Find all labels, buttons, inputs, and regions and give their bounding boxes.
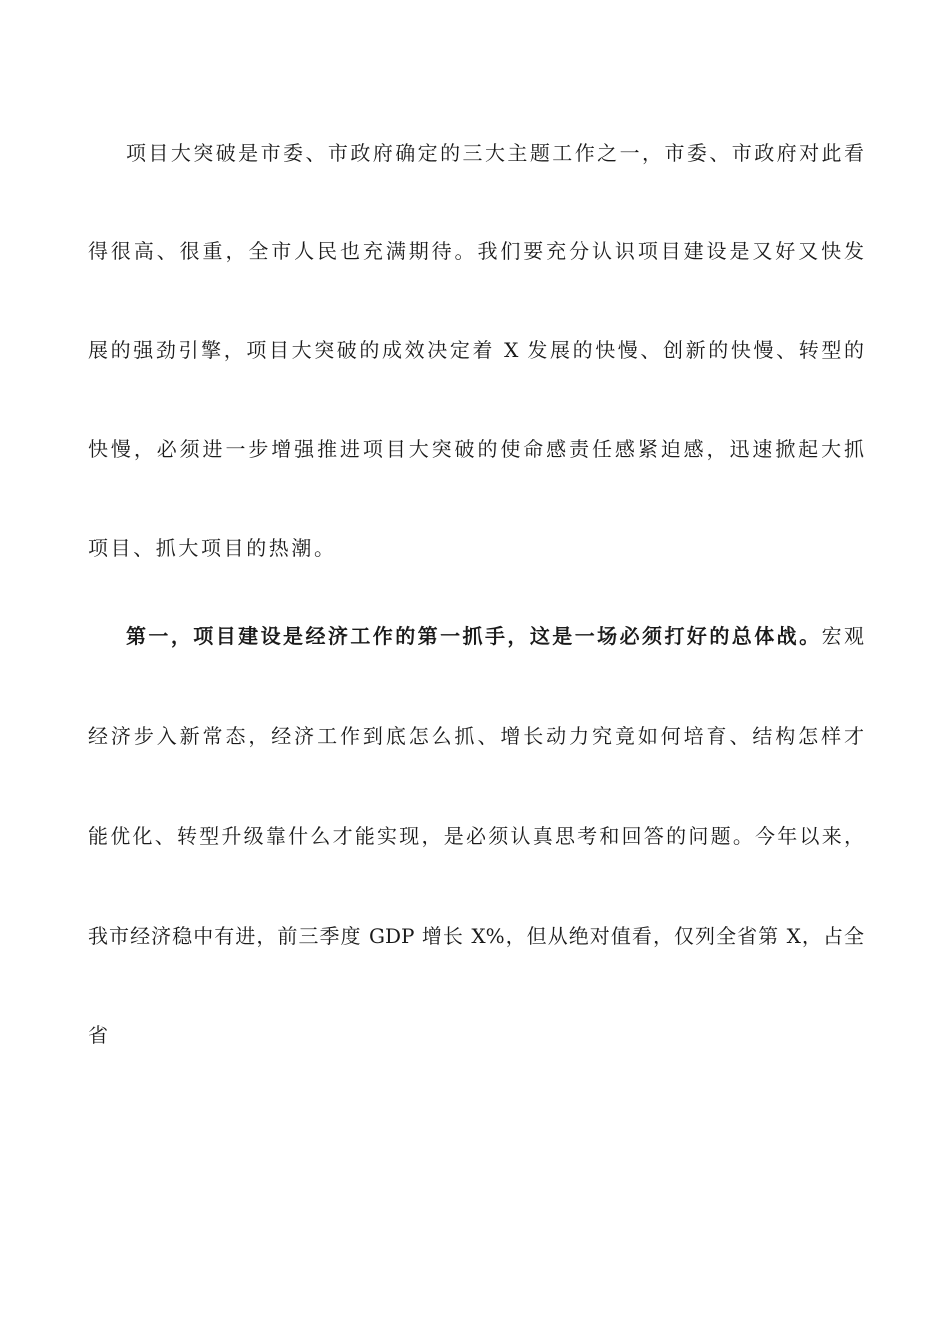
paragraph-2-line-2: 经济步入新常态，经济工作到底怎么抓、增长动力究竟如何培育、结构怎样才 (88, 724, 864, 748)
paragraph-2-line-5: 省 (88, 1023, 111, 1047)
paragraph-1-line-5: 项目、抓大项目的热潮。 (88, 536, 337, 560)
paragraph-1-line-3: 展的强劲引擎，项目大突破的成效决定着 X 发展的快慢、创新的快慢、转型的 (88, 338, 864, 362)
paragraph-2-bold-lead: 第一，项目建设是经济工作的第一抓手，这是一场必须打好的总体战。 (126, 624, 822, 648)
paragraph-2-line-4: 我市经济稳中有进，前三季度 GDP 增长 X%，但从绝对值看，仅列全省第 X，占全 (88, 924, 864, 948)
paragraph-2-first-line-rest: 宏观 (821, 624, 864, 648)
paragraph-2-line-3: 能优化、转型升级靠什么才能实现，是必须认真思考和回答的问题。今年以来， (88, 824, 864, 848)
paragraph-2-line-1 (126, 622, 864, 650)
paragraph-1-line-1: 项目大突破是市委、市政府确定的三大主题工作之一，市委、市政府对此看 (126, 141, 864, 165)
paragraph-1-line-2: 得很高、很重，全市人民也充满期待。我们要充分认识项目建设是又好又快发 (88, 239, 864, 263)
paragraph-1-line-4: 快慢，必须进一步增强推进项目大突破的使命感责任感紧迫感，迅速掀起大抓 (88, 437, 864, 461)
